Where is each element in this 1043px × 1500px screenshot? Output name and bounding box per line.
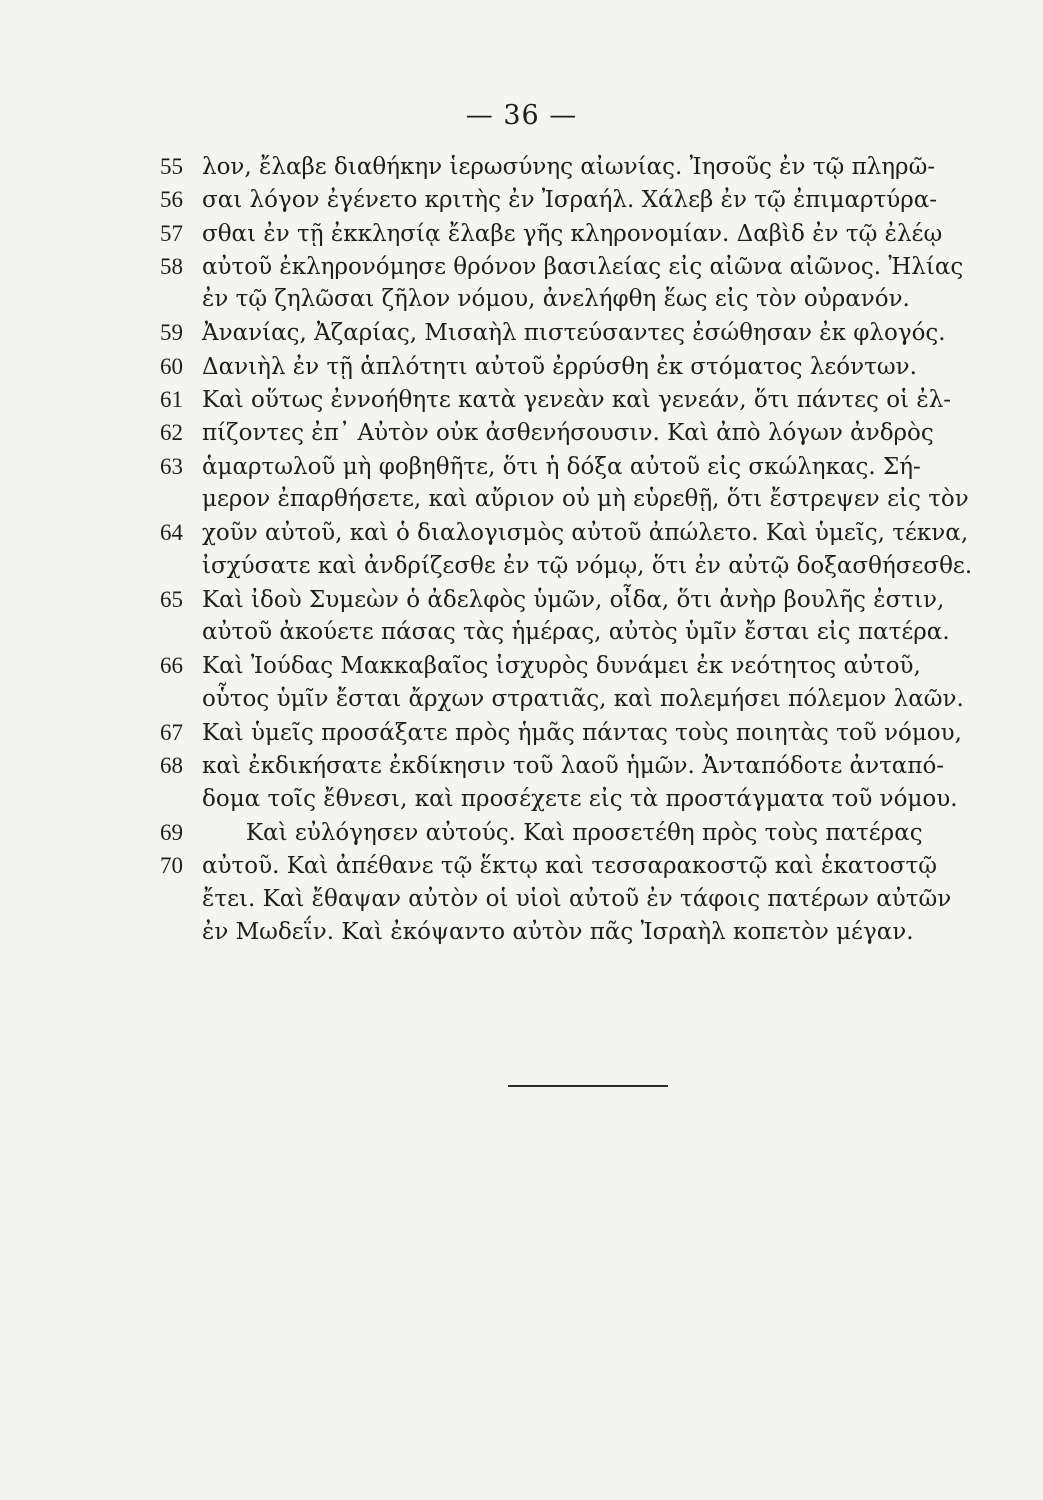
text-line <box>160 816 1040 849</box>
text-line <box>160 283 1040 316</box>
line-text: Καὶ Ἰούδας Μακκαβαῖος ἰσχυρὸς δυνάμει ἐκ νεότητος αὐτοῦ, <box>202 653 921 680</box>
line-text: Καὶ ὑμεῖς προσάξατε πρὸς ἡμᾶς πάντας τοὺς ποιητὰς τοῦ νόμου, <box>202 720 962 747</box>
line-text: ἰσχύσατε καὶ ἀνδρίζεσθε ἐν τῷ νόμῳ, ὅτι ἐν αὐτῷ δοξασθήσεσθε. <box>202 552 973 579</box>
text-line <box>160 649 1040 682</box>
line-text: χοῦν αὐτοῦ, καὶ ὁ διαλογισμὸς αὐτοῦ ἀπώλετο. Καὶ ὑμεῖς, τέκνα, <box>202 520 969 547</box>
text-line <box>160 716 1040 749</box>
line-text: δομα τοῖς ἔθνεσι, καὶ προσέχετε εἰς τὰ προστάγματα τοῦ νόμου. <box>202 785 958 812</box>
text-line <box>160 217 1040 250</box>
text-line <box>160 616 1040 649</box>
line-text: λον, ἔλαβε διαθήκην ἱερωσύνης αἰωνίας. Ἰησοῦς ἐν τῷ πληρῶ- <box>202 154 936 180</box>
body-text <box>160 150 1040 949</box>
text-line <box>160 883 1040 916</box>
text-line <box>160 550 1040 583</box>
text-line <box>160 483 1040 516</box>
text-line <box>160 583 1040 616</box>
verse-number: 65 <box>160 586 183 612</box>
line-text: Καὶ εὐλόγησεν αὐτούς. Καὶ προσετέθη πρὸς τοὺς πατέρας <box>202 819 923 846</box>
line-text: Καὶ ἰδοὺ Συμεὼν ὁ ἀδελφὸς ὑμῶν, οἶδα, ὅτι ἀνὴρ βουλῆς ἐστιν, <box>202 586 945 613</box>
verse-number: 63 <box>160 453 183 479</box>
line-text: αὐτοῦ ἀκούετε πάσας τὰς ἡμέρας, αὐτὸς ὑμῖν ἔσται εἰς πατέρα. <box>202 619 950 646</box>
text-line <box>160 183 1040 216</box>
verse-number: 60 <box>160 353 183 379</box>
line-text: Καὶ οὕτως ἐννοήθητε κατὰ γενεὰν καὶ γενεάν, ὅτι πάντες οἱ ἐλ- <box>202 387 952 414</box>
line-text: αὐτοῦ ἐκληρονόμησε θρόνον βασιλείας εἰς αἰῶνα αἰῶνος. Ἠλίας <box>202 253 964 280</box>
text-line <box>160 416 1040 449</box>
page-number: — 36 — <box>465 100 578 131</box>
text-line <box>160 250 1040 283</box>
text-line <box>160 350 1040 383</box>
text-line <box>160 783 1040 816</box>
line-text: Ἀνανίας, Ἀζαρίας, Μισαὴλ πιστεύσαντες ἐσώθησαν ἐκ φλογός. <box>202 320 946 347</box>
line-text: ἐν τῷ ζηλῶσαι ζῆλον νόμου, ἀνελήφθη ἕως εἰς τὸν οὐρανόν. <box>202 286 910 313</box>
verse-number: 69 <box>160 819 183 845</box>
text-line <box>160 516 1040 549</box>
verse-number: 66 <box>160 653 183 679</box>
verse-number: 62 <box>160 420 183 446</box>
verse-number: 64 <box>160 520 183 546</box>
text-line <box>160 749 1040 782</box>
verse-number: 56 <box>160 187 183 213</box>
line-text: ἁμαρτωλοῦ μὴ φοβηθῆτε, ὅτι ἡ δόξα αὐτοῦ εἰς σκώληκας. Σή- <box>202 453 921 480</box>
line-text: πίζοντες ἐπ᾿ Αὐτὸν οὐκ ἀσθενήσουσιν. Καὶ ἀπὸ λόγων ἀνδρὸς <box>202 420 934 447</box>
verse-number: 58 <box>160 253 183 279</box>
text-line <box>160 916 1040 949</box>
line-text: ἐν Μωδεΐν. Καὶ ἐκόψαντο αὐτὸν πᾶς Ἰσραὴλ κοπετὸν μέγαν. <box>202 918 914 945</box>
line-text: αὐτοῦ. Καὶ ἀπέθανε τῷ ἕκτῳ καὶ τεσσαρακοστῷ καὶ ἑκατοστῷ <box>202 853 937 880</box>
line-text: σθαι ἐν τῇ ἐκκλησίᾳ ἔλαβε γῆς κληρονομίαν. Δαβὶδ ἐν τῷ ἐλέῳ <box>202 220 943 247</box>
line-text: σαι λόγον ἐγένετο κριτὴς ἐν Ἰσραήλ. Χάλεβ ἐν τῷ ἐπιμαρτύρα- <box>202 187 938 214</box>
line-text: μερον ἐπαρθήσετε, καὶ αὔριον οὐ μὴ εὑρεθῇ, ὅτι ἔστρεψεν εἰς τὸν <box>202 485 969 512</box>
verse-number: 61 <box>160 387 183 413</box>
verse-number: 57 <box>160 220 183 246</box>
line-text: καὶ ἐκδικήσατε ἐκδίκησιν τοῦ λαοῦ ἡμῶν. Ἀνταπόδοτε ἀνταπό- <box>202 753 945 780</box>
verse-number: 68 <box>160 753 183 779</box>
text-line <box>160 383 1040 416</box>
verse-number: 55 <box>160 154 183 179</box>
text-line <box>160 316 1040 349</box>
text-line <box>160 683 1040 716</box>
line-text: οὗτος ὑμῖν ἔσται ἄρχων στρατιᾶς, καὶ πολεμήσει πόλεμον λαῶν. <box>202 685 964 712</box>
text-line <box>160 150 1040 183</box>
verse-number: 70 <box>160 853 183 879</box>
text-line <box>160 849 1040 882</box>
line-text: Δανιὴλ ἐν τῇ ἁπλότητι αὐτοῦ ἐρρύσθη ἐκ στόματος λεόντων. <box>202 353 917 380</box>
verse-number: 59 <box>160 320 183 346</box>
text-line <box>160 450 1040 483</box>
verse-number: 67 <box>160 720 183 746</box>
line-text: ἔτει. Καὶ ἔθαψαν αὐτὸν οἱ υἱοὶ αὐτοῦ ἐν τάφοις πατέρων αὐτῶν <box>202 885 952 912</box>
end-rule <box>508 1085 668 1087</box>
